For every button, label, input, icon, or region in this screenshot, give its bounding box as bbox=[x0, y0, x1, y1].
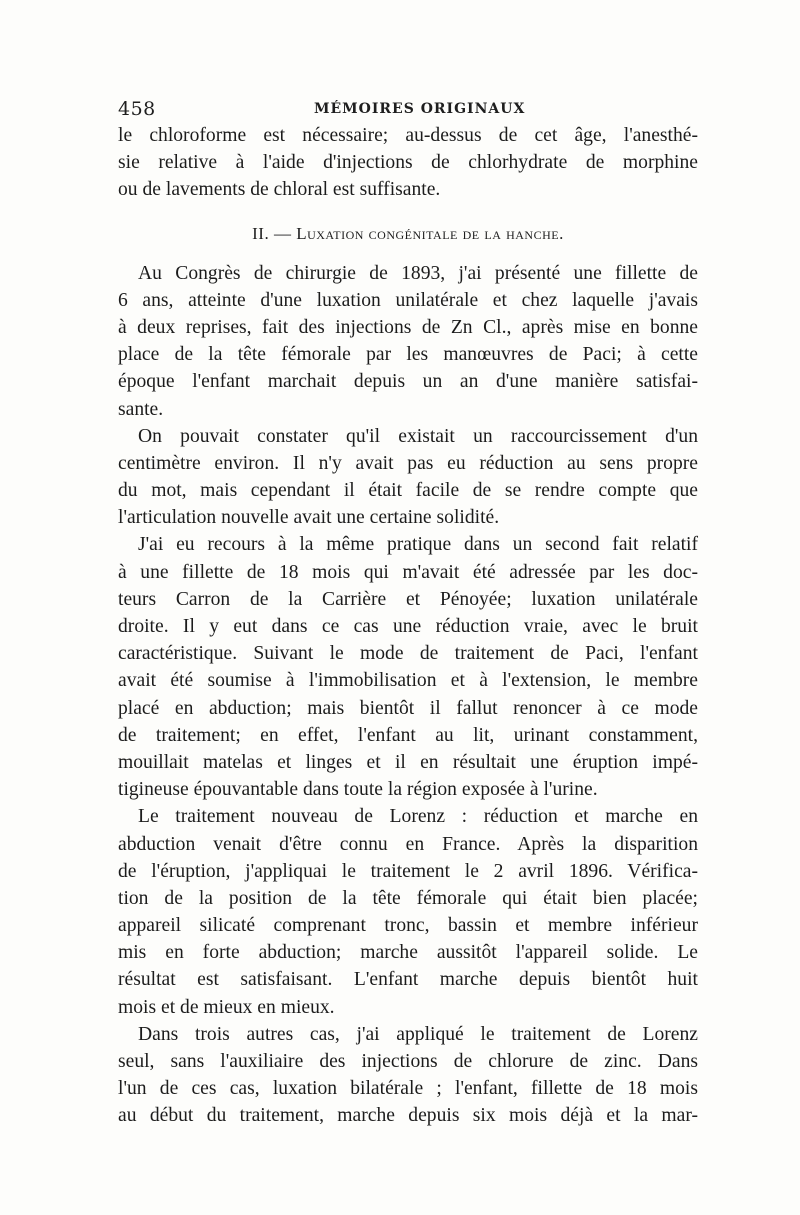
text-line: Le traitement nouveau de Lorenz : réduction et marche en bbox=[138, 806, 698, 828]
text-line: droite. Il y eut dans ce cas une réduction vraie, avec le bruit bbox=[118, 616, 698, 637]
body-text bbox=[118, 122, 698, 1130]
text-line: placé en abduction; mais bientôt il fallut renoncer à ce mode bbox=[118, 697, 698, 719]
text-line: J'ai eu recours à la même pratique dans un second fait relatif bbox=[138, 534, 698, 556]
text-line: 6 ans, atteinte d'une luxation unilatérale et chez laquelle j'avais bbox=[118, 289, 698, 311]
paragraph-3 bbox=[118, 531, 698, 803]
text-line: ou de lavements de chloral est suffisante. bbox=[118, 179, 441, 201]
paragraph-2 bbox=[118, 423, 698, 532]
text-line: tion de la position de la tête fémorale qui était bien placée; bbox=[118, 887, 698, 909]
text-line: centimètre environ. Il n'y avait pas eu réduction au sens propre bbox=[118, 452, 698, 474]
paragraph-5 bbox=[118, 1021, 698, 1130]
text-line: place de la tête fémorale par les manœuvres de Paci; à cette bbox=[118, 344, 698, 366]
text-line: à deux reprises, fait des injections de Zn Cl., après mise en bonne bbox=[118, 316, 698, 338]
text-line: caractéristique. Suivant le mode de traitement de Paci, l'enfant bbox=[118, 643, 698, 665]
text-line: appareil silicaté comprenant tronc, bassin et membre inférieur bbox=[118, 915, 698, 937]
running-title: MÉMOIRES ORIGINAUX bbox=[314, 101, 526, 117]
paragraph-4 bbox=[118, 803, 698, 1021]
text-line: avait été soumise à l'immobilisation et à l'extension, le membre bbox=[118, 670, 698, 692]
text-line: mois et de mieux en mieux. bbox=[118, 996, 335, 1018]
text-line: mis en forte abduction; marche aussitôt l'appareil solide. Le bbox=[118, 942, 698, 964]
text-line: de traitement; en effet, l'enfant au lit, urinant constamment, bbox=[118, 724, 698, 746]
section-heading: II. — Luxation congénitale de la hanche. bbox=[252, 223, 564, 243]
running-head bbox=[118, 98, 698, 122]
text-line: Dans trois autres cas, j'ai appliqué le traitement de Lorenz bbox=[138, 1023, 698, 1045]
text-line: On pouvait constater qu'il existait un raccourcissement d'un bbox=[138, 425, 698, 447]
text-line: résultat est satisfaisant. L'enfant marche depuis bientôt huit bbox=[118, 969, 698, 991]
text-line: abduction venait d'être connu en France. Après la disparition bbox=[118, 833, 698, 855]
text-line: teurs Carron de la Carrière et Pénoyée; luxation unilatérale bbox=[118, 588, 698, 610]
text-line: au début du traitement, marche depuis six mois déjà et la mar- bbox=[118, 1105, 698, 1127]
text-line: tigineuse épouvantable dans toute la région exposée à l'urine. bbox=[118, 779, 598, 801]
text-line: sie relative à l'aide d'injections de chlorhydrate de morphine bbox=[118, 152, 698, 174]
text-line: le chloroforme est nécessaire; au-dessus de cet âge, l'anesthé- bbox=[118, 125, 698, 146]
paragraph-1 bbox=[118, 260, 698, 423]
text-line: seul, sans l'auxiliaire des injections de chlorure de zinc. Dans bbox=[118, 1051, 698, 1072]
text-line: mouillait matelas et linges et il en résultait une éruption impé- bbox=[118, 751, 698, 773]
text-line: du mot, mais cependant il était facile de se rendre compte que bbox=[118, 480, 698, 502]
text-line: l'un de ces cas, luxation bilatérale ; l'enfant, fillette de 18 mois bbox=[118, 1078, 698, 1100]
text-line: époque l'enfant marchait depuis un an d'une manière satisfai- bbox=[118, 371, 698, 393]
text-line: l'articulation nouvelle avait une certaine solidité. bbox=[118, 507, 500, 529]
text-line: de l'éruption, j'appliquai le traitement le 2 avril 1896. Vérifica- bbox=[118, 860, 698, 882]
page-number: 458 bbox=[118, 98, 156, 120]
text-line: Au Congrès de chirurgie de 1893, j'ai présenté une fillette de bbox=[138, 262, 698, 284]
text-line: sante. bbox=[118, 398, 164, 420]
text-line: à une fillette de 18 mois qui m'avait été adressée par les doc- bbox=[118, 561, 698, 583]
